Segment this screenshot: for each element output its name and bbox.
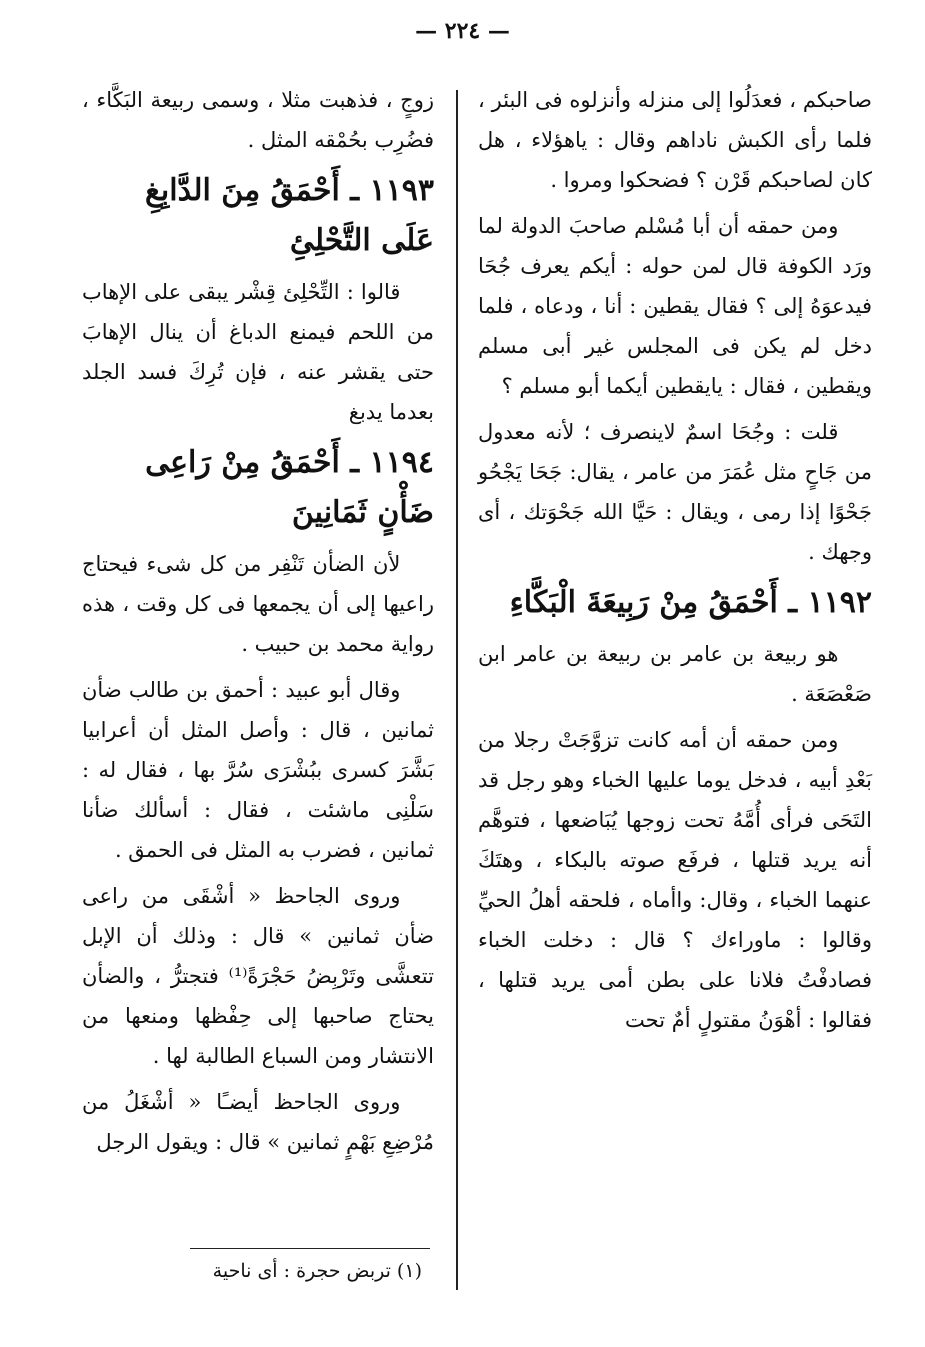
left-column	[82, 80, 434, 1168]
footnote: (١) تربض حجرة : أى ناحية	[212, 1260, 422, 1282]
proverb-heading-1193: ١١٩٣ ـ أَحْمَقُ مِنَ الدَّابِغِ عَلَى التَّحْلِئِ	[144, 173, 434, 258]
paragraph: قلت : وجُحَا اسمٌ لاينصرف ؛ لأنه معدول من جَاحٍ مثل عُمَرَ من عامر ، يقال: جَحَا يَجْحُو جَحْوًا إذا رمى ، ويقال : حَيَّا الله جَحْوَتك ، أى وجهك .	[478, 420, 872, 564]
paragraph: زوجٍ ، فذهبت مثلا ، وسمى ربيعة البَكَّاء ، فضُرِب بحُمْقه المثل .	[82, 88, 434, 152]
page-number: — ٢٢٤ —	[415, 18, 510, 44]
paragraph: وروى الجاحظ أيضـًا « أشْغَلُ من مُرْضِعِ بَهْمٍ ثمانين » قال : ويقول الرجل	[82, 1090, 434, 1154]
footnote-rule	[190, 1248, 430, 1249]
paragraph: صاحبكم ، فعدَلُوا إلى منزله وأنزلوه فى البئر ، فلما رأى الكبش ناداهم وقال : ياهؤلاء ، هل كان لصاحبكم قَرْن ؟ فضحكوا ومروا .	[478, 88, 872, 192]
paragraph: لأن الضأن تَنْفِر من كل شىء فيحتاج راعيها إلى أن يجمعها فى كل وقت ، هذه رواية محمد بن حبيب .	[82, 552, 434, 656]
proverb-heading-1192: ١١٩٢ ـ أَحْمَقُ مِنْ رَبِيعَةَ الْبَكَّاءِ	[509, 585, 872, 620]
paragraph: وقال أبو عبيد : أحمق بن طالب ضأن ثمانين ، قال : وأصل المثل أن أعرابيا بَشَّرَ كسرى ببُشْرَى سُرَّ بها ، فقال له : سَلْنِى ماشئت ، فقال : أسألك ضأنا ثمانين ، فضرب به المثل فى الحمق .	[82, 678, 434, 862]
right-column	[478, 80, 872, 1046]
paragraph: ومن حمقه أن أمه كانت تزوَّجَتْ رجلا من بَعْدِ أبيه ، فدخل يوما عليها الخباء وهو رجل قد التَحَى فرأى أُمَّهُ تحت زوجها يُبَاضعها ، فتوهَّم أنه يريد قتلها ، فرفَع صوته بالبكاء ، وهتَكَ عنهما الخباء ، وقال: واأماه ، فلحقه أهلُ الحيِّ وقالوا : ماوراءك ؟ قال : دخلت الخباء فصادفْتُ فلانا على بطن أمى يريد قتلها ، فقالوا : أهْوَنُ مقتولٍ أمٌ تحت	[478, 728, 872, 1032]
proverb-heading-1194: ١١٩٤ ـ أَحْمَقُ مِنْ رَاعِى ضَأْنٍ ثَمَانِينَ	[145, 445, 434, 530]
paragraph: ومن حمقه أن أبا مُسْلم صاحبَ الدولة لما ورَد الكوفة قال لمن حوله : أيكم يعرف جُحَا فيدعوَهُ إلى ؟ فقال يقطين : أنا ، ودعاه ، فلما دخل لم يكن فى المجلس غير أبى مسلم ويقطين ، فقال : يايقطين أيكما أبو مسلم ؟	[478, 214, 872, 398]
paragraph: وروى الجاحظ « أشْقَى من راعى ضأن ثمانين » قال : وذلك أن الإبل تتعشَّى وتَرْبِضُ حَجْرَةً⁽¹⁾ فتجترُّ ، والضأن يحتاج صاحبها إلى حِفْظها ومنعها من الانتشار ومن السباع الطالبة لها .	[82, 884, 434, 1068]
paragraph: قالوا : التِّحْلِئ قِشْر يبقى على الإهاب من اللحم فيمنع الدباغ أن ينال الإهابَ حتى يقشر عنه ، فإن تُرِكَ فسد الجلد بعدما يدبغ	[82, 280, 434, 424]
column-divider	[456, 90, 458, 1290]
paragraph: هو ربيعة بن عامر بن ربيعة بن عامر ابن صَعْصَعَة .	[478, 642, 872, 706]
